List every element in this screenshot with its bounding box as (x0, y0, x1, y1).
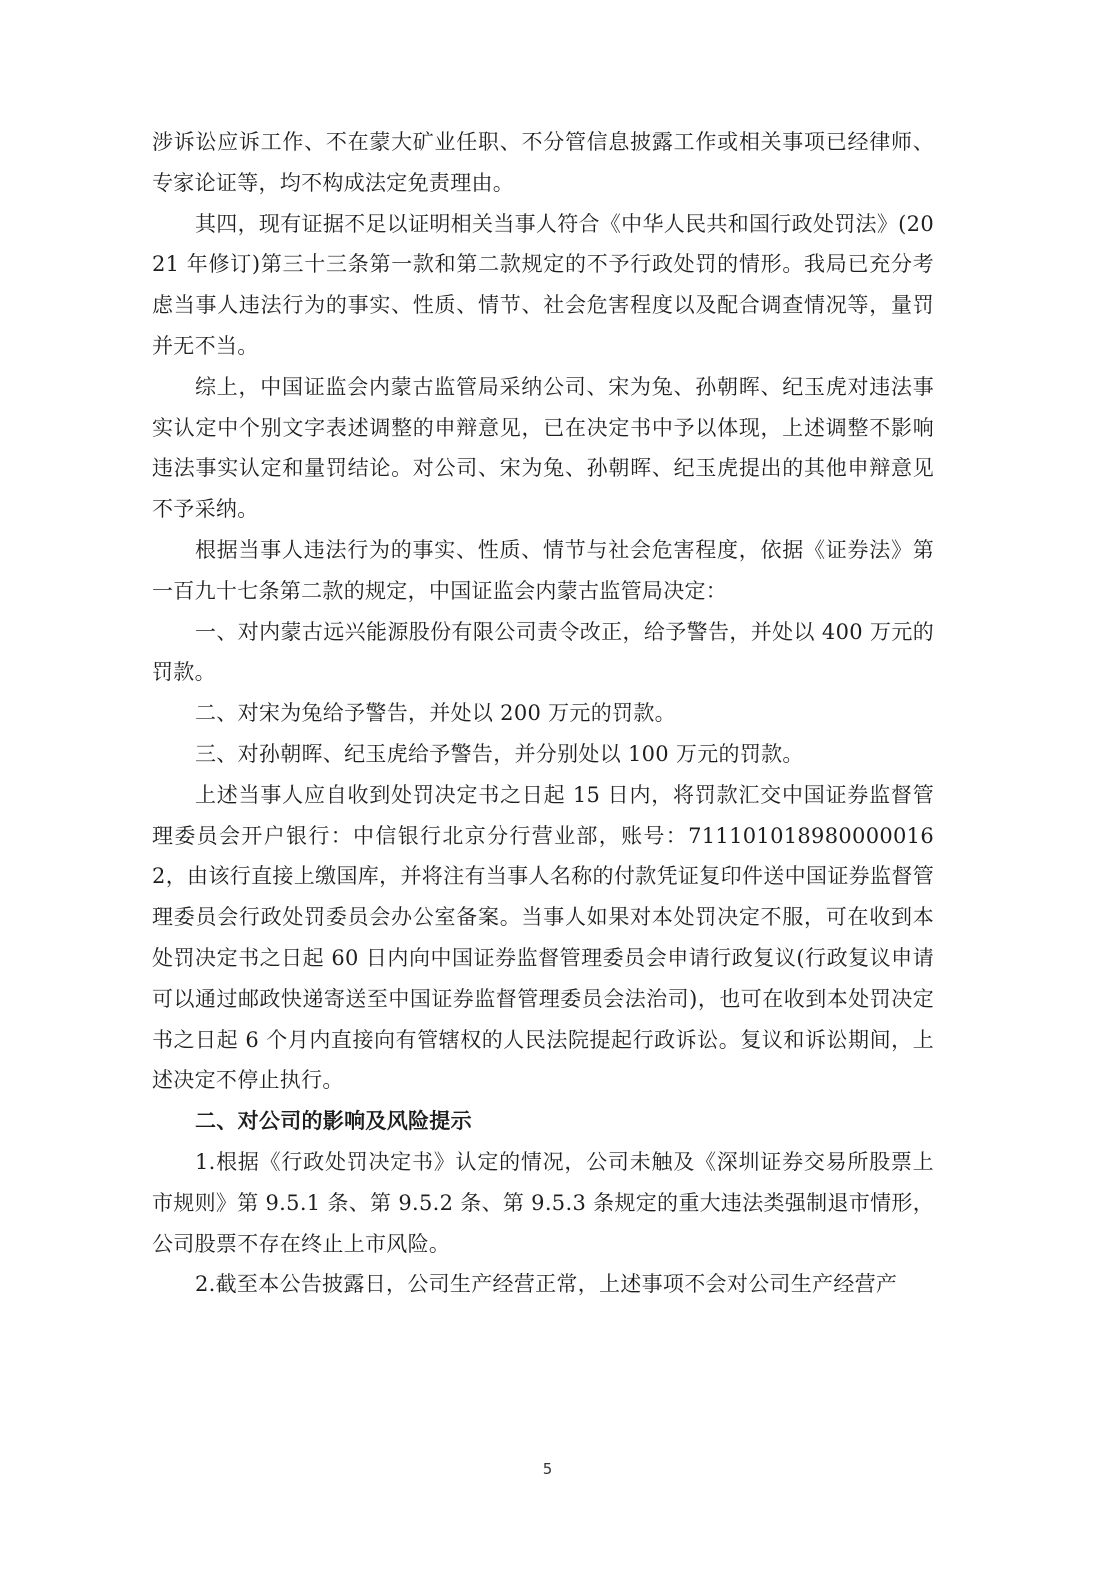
paragraph-legal-basis: 根据当事人违法行为的事实、性质、情节与社会危害程度，依据《证券法》第一百九十七条第二款的规定，中国证监会内蒙古监管局决定： (152, 537, 934, 603)
paragraph-continuation: 涉诉讼应诉工作、不在蒙大矿业任职、不分管信息披露工作或相关事项已经律师、专家论证等，均不构成法定免责理由。 (152, 130, 934, 195)
paragraph-point-four: 其四，现有证据不足以证明相关当事人符合《中华人民共和国行政处罚法》(2021 年修订)第三十三条第一款和第二款规定的不予行政处罚的情形。我局已充分考虑当事人违法行为的事实、性质、情节、社会危害程度以及配合调查情况等，量罚并无不当。 (152, 211, 934, 358)
document-body (152, 122, 934, 1305)
paragraph-impact-one: 1.根据《行政处罚决定书》认定的情况，公司未触及《深圳证券交易所股票上市规则》第 9.5.1 条、第 9.5.2 条、第 9.5.3 条规定的重大违法类强制退市情形，公司股票不存在终止上市风险。 (152, 1149, 934, 1256)
section-heading-impact: 二、对公司的影响及风险提示 (195, 1108, 472, 1134)
paragraph-penalty-sun-ji: 三、对孙朝晖、纪玉虎给予警告，并分别处以 100 万元的罚款。 (195, 741, 804, 766)
paragraph-payment-and-appeal: 上述当事人应自收到处罚决定书之日起 15 日内，将罚款汇交中国证券监督管理委员会开户银行：中信银行北京分行营业部，账号：7111010189800000162，由该行直接上缴国库，并将注有当事人名称的付款凭证复印件送中国证券监督管理委员会行政处罚委员会办公室备案。当事人如果对本处罚决定不服，可在收到本处罚决定书之日起 60 日内向中国证券监督管理委员会申请行政复议(行政复议申请可以通过邮政快递寄送至中国证券监督管理委员会法治司)，也可在收到本处罚决定书之日起 6 个月内直接向有管辖权的人民法院提起行政诉讼。复议和诉讼期间，上述决定不停止执行。 (152, 782, 934, 1093)
paragraph-penalty-company: 一、对内蒙古远兴能源股份有限公司责令改正，给予警告，并处以 400 万元的罚款。 (152, 619, 934, 685)
paragraph-impact-two: 2.截至本公告披露日，公司生产经营正常，上述事项不会对公司生产经营产 (195, 1272, 898, 1297)
page-number: 5 (542, 1460, 553, 1478)
paragraph-penalty-song: 二、对宋为兔给予警告，并处以 200 万元的罚款。 (195, 701, 676, 726)
paragraph-summary: 综上，中国证监会内蒙古监管局采纳公司、宋为兔、孙朝晖、纪玉虎对违法事实认定中个别文字表述调整的申辩意见，已在决定书中予以体现，上述调整不影响违法事实认定和量罚结论。对公司、宋为兔、孙朝晖、纪玉虎提出的其他申辩意见不予采纳。 (152, 374, 934, 522)
